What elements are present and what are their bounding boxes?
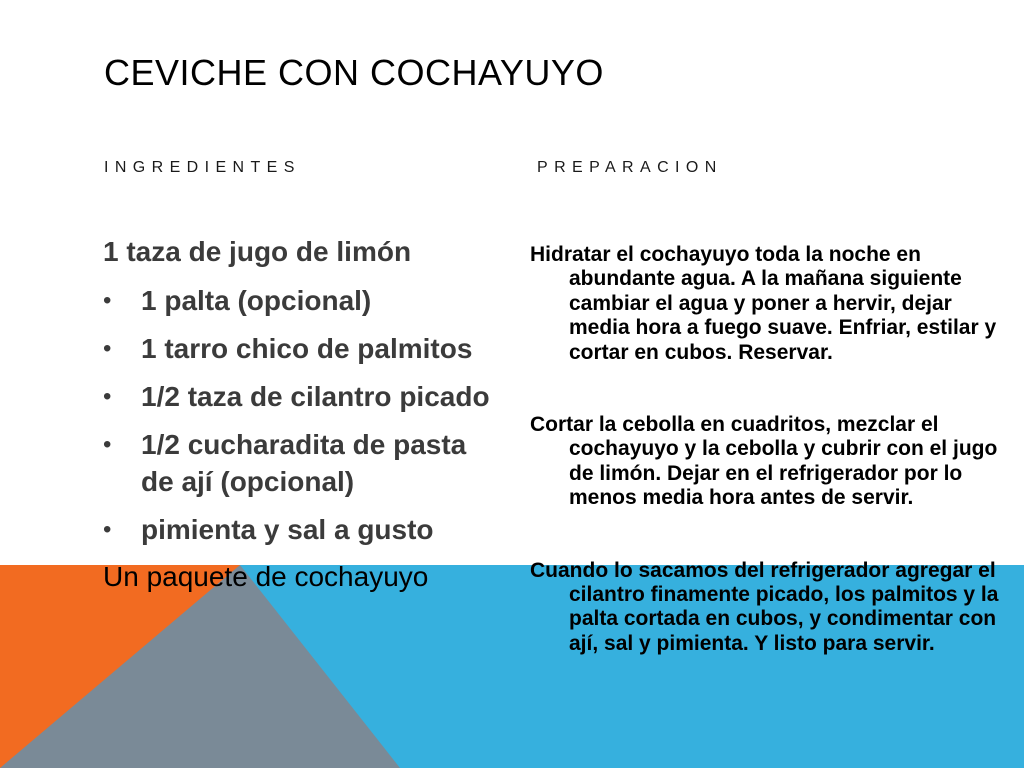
bullet-icon: • [103, 287, 112, 314]
ingredient-text: 1 tarro chico de palmitos [141, 333, 473, 364]
ingredient-text: 1 palta (opcional) [141, 285, 372, 316]
preparation-heading: PREPARACION [537, 159, 723, 176]
ingredient-item [103, 378, 498, 415]
ingredients-column [103, 233, 498, 596]
preparation-step: Cuando lo sacamos del refrigerador agregar el cilantro finamente picado, los palmitos y la palta cortada en cubos, y condimentar con ají, sal y pimienta. Y listo para servir. [530, 558, 999, 655]
bullet-icon: • [103, 516, 112, 543]
ingredient-text: pimienta y sal a gusto [141, 514, 434, 545]
ingredient-item [103, 282, 498, 319]
ingredient-list [103, 282, 498, 548]
ingredient-text: 1/2 taza de cilantro picado [141, 381, 490, 412]
bullet-icon: • [103, 431, 112, 458]
preparation-column [530, 243, 1005, 656]
ingredient-item [103, 426, 498, 500]
slide-title: CEVICHE CON COCHAYUYO [104, 52, 604, 93]
ingredient-text: 1/2 cucharadita de pasta de ají (opcional) [141, 429, 467, 497]
ingredients-heading: INGREDIENTES [104, 159, 301, 176]
preparation-step: Hidratar el cochayuyo toda la noche en abundante agua. A la mañana siguiente cambiar el agua y poner a hervir, dejar media hora a fuego suave. Enfriar, estilar y cortar en cubos. Reservar. [530, 243, 997, 364]
preparation-step: Cortar la cebolla en cuadritos, mezclar el cochayuyo y la cebolla y cubrir con el jugo de limón. Dejar en el refrigerador por lo menos media hora antes de servir. [530, 413, 998, 510]
ingredient-first-line: 1 taza de jugo de limón [103, 236, 412, 267]
ingredient-item [103, 511, 498, 548]
ingredient-item [103, 330, 498, 367]
bullet-icon: • [103, 335, 112, 362]
bullet-icon: • [103, 383, 112, 410]
ingredient-last-line: Un paquete de cochayuyo [103, 561, 429, 592]
